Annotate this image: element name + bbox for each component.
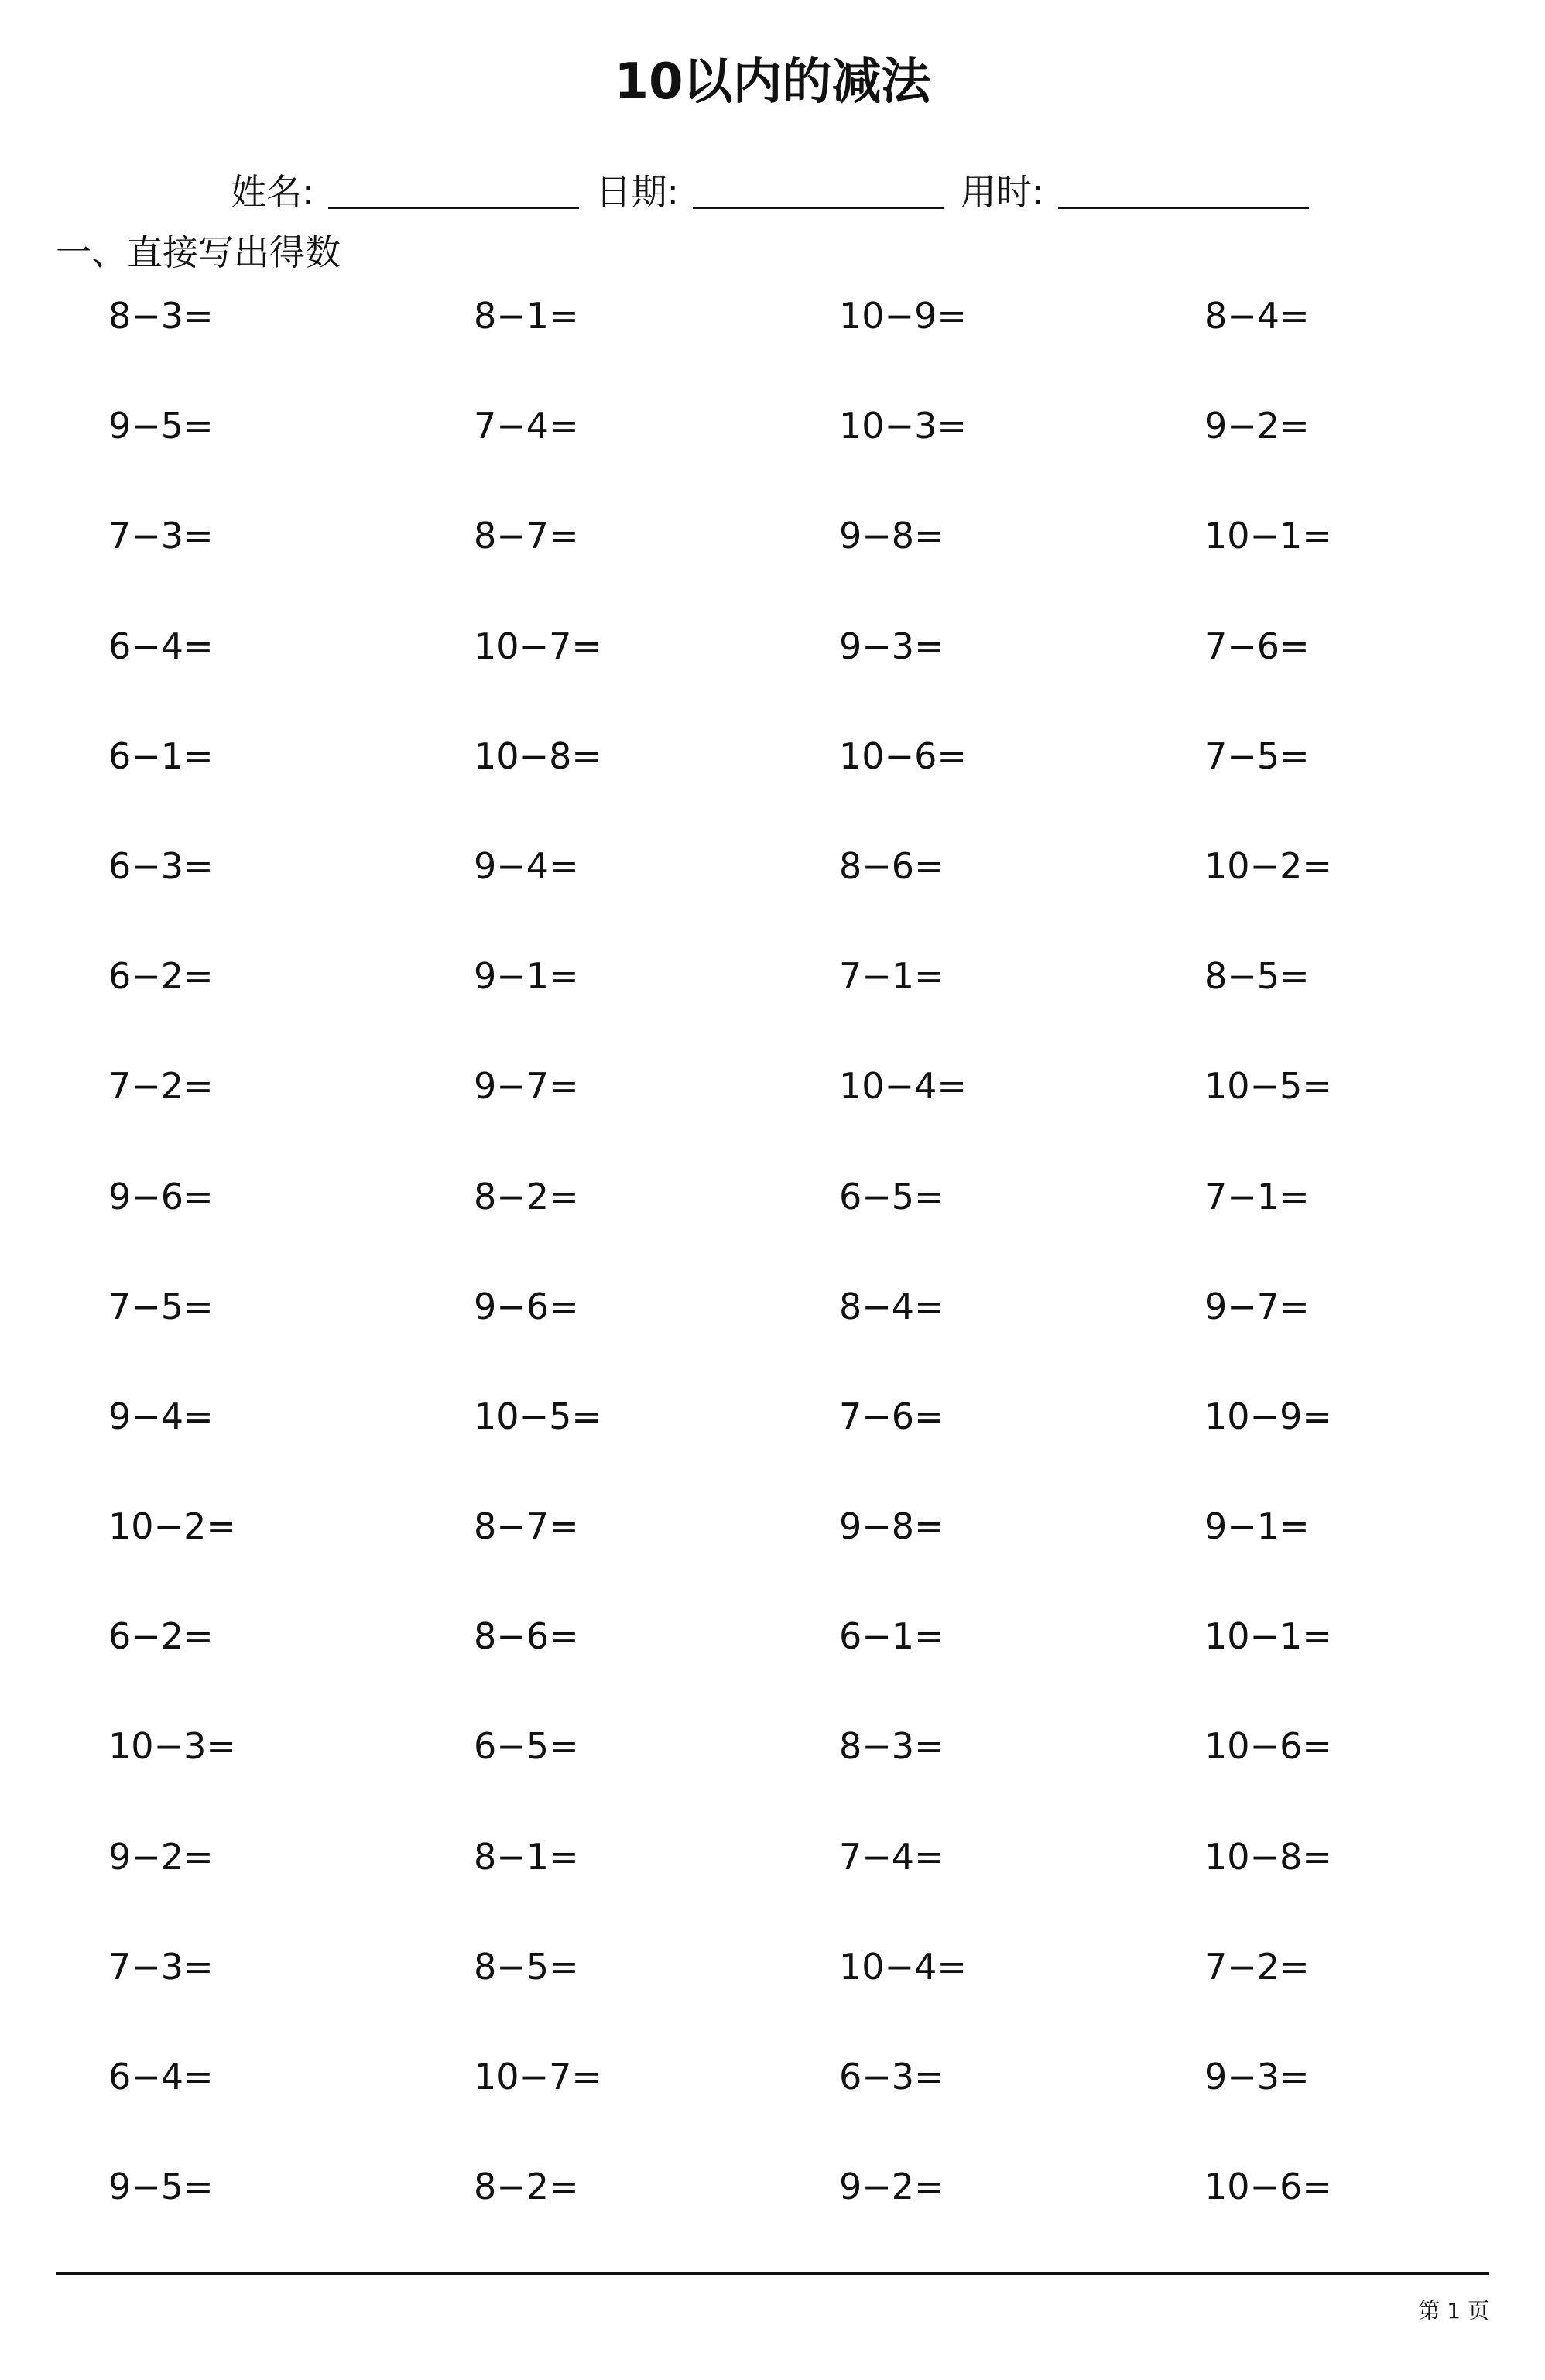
problem-item: 7−4=	[839, 1835, 944, 1878]
problem-item: 6−5=	[839, 1175, 944, 1217]
problem-item: 8−5=	[1204, 955, 1310, 998]
section-title: 一、直接写出得数	[56, 231, 341, 273]
problem-item: 8−3=	[839, 1725, 944, 1768]
problem-item: 10−9=	[839, 295, 967, 337]
problem-item: 6−3=	[108, 844, 214, 887]
problem-item: 9−6=	[474, 1285, 579, 1327]
problem-item: 9−4=	[108, 1395, 214, 1437]
problem-item: 8−1=	[474, 1835, 579, 1878]
problem-item: 10−6=	[1204, 1725, 1332, 1768]
problem-item: 9−2=	[108, 1835, 214, 1878]
problem-item: 9−7=	[474, 1065, 579, 1108]
problem-item: 7−6=	[1204, 625, 1310, 667]
problem-item: 7−2=	[1204, 1945, 1310, 1988]
problem-item: 7−4=	[474, 405, 579, 447]
problem-item: 7−5=	[108, 1285, 214, 1327]
problem-item: 10−2=	[1204, 844, 1332, 887]
problem-item: 8−4=	[839, 1285, 944, 1327]
page-number: 第 1 页	[1418, 2298, 1489, 2323]
problem-item: 7−5=	[1204, 735, 1310, 777]
problem-item: 9−3=	[839, 625, 944, 667]
problem-item: 9−6=	[108, 1175, 214, 1217]
problem-item: 10−7=	[474, 625, 601, 667]
time-label: 用时:	[961, 171, 1044, 213]
name-label: 姓名:	[231, 171, 314, 213]
problem-item: 8−4=	[1204, 295, 1310, 337]
problem-item: 10−1=	[1204, 515, 1332, 557]
name-blank-line[interactable]	[328, 207, 579, 209]
problem-item: 9−1=	[474, 955, 579, 998]
problem-item: 8−7=	[474, 1505, 579, 1548]
problem-item: 6−4=	[108, 2056, 214, 2097]
problem-item: 10−4=	[839, 1945, 967, 1988]
problem-item: 6−2=	[108, 1615, 214, 1658]
problem-item: 8−2=	[474, 1175, 579, 1217]
problem-item: 10−6=	[839, 735, 967, 777]
problem-item: 8−6=	[474, 1615, 579, 1658]
problem-item: 10−9=	[1204, 1395, 1332, 1437]
problems-grid	[108, 294, 1517, 2275]
problem-item: 6−5=	[474, 1725, 579, 1768]
problem-item: 6−2=	[108, 955, 214, 998]
problem-item: 10−8=	[1204, 1835, 1332, 1878]
problem-item: 10−3=	[839, 405, 967, 447]
problem-item: 6−3=	[839, 2056, 944, 2097]
name-field[interactable]	[231, 169, 596, 215]
problem-item: 6−1=	[108, 735, 214, 777]
problem-item: 10−4=	[839, 1065, 967, 1108]
problem-item: 7−3=	[108, 1945, 214, 1988]
problem-item: 8−3=	[108, 295, 214, 337]
footer-divider	[56, 2272, 1489, 2275]
problem-item: 8−1=	[474, 295, 579, 337]
problem-item: 9−2=	[1204, 405, 1310, 447]
problem-item: 9−1=	[1204, 1505, 1310, 1548]
time-field[interactable]	[961, 169, 1326, 215]
problem-item: 9−8=	[839, 515, 944, 557]
problem-item: 8−2=	[474, 2166, 579, 2208]
problem-item: 9−2=	[839, 2166, 944, 2208]
problem-item: 10−7=	[474, 2056, 601, 2097]
problem-item: 10−6=	[1204, 2166, 1332, 2208]
problem-item: 10−2=	[108, 1505, 236, 1548]
problem-item: 6−4=	[108, 625, 214, 667]
date-label: 日期:	[595, 171, 679, 213]
problem-item: 10−1=	[1204, 1615, 1332, 1658]
date-blank-line[interactable]	[693, 207, 944, 209]
problem-item: 9−5=	[108, 405, 214, 447]
problem-item: 10−3=	[108, 1725, 236, 1768]
problem-item: 10−5=	[474, 1395, 601, 1437]
problem-item: 9−3=	[1204, 2056, 1310, 2097]
problem-item: 9−5=	[108, 2166, 214, 2208]
problem-item: 7−6=	[839, 1395, 944, 1437]
problem-item: 8−5=	[474, 1945, 579, 1988]
problem-item: 9−7=	[1204, 1285, 1310, 1327]
time-blank-line[interactable]	[1058, 207, 1309, 209]
date-field[interactable]	[596, 169, 961, 215]
problem-item: 8−6=	[839, 844, 944, 887]
problem-item: 10−5=	[1204, 1065, 1332, 1108]
problem-item: 6−1=	[839, 1615, 944, 1658]
problem-item: 8−7=	[474, 515, 579, 557]
problem-item: 7−2=	[108, 1065, 214, 1108]
page-title: 10以内的减法	[614, 53, 931, 111]
problem-item: 7−1=	[1204, 1175, 1310, 1217]
problem-item: 7−3=	[108, 515, 214, 557]
problem-item: 7−1=	[839, 955, 944, 998]
problem-item: 10−8=	[474, 735, 601, 777]
problem-item: 9−4=	[474, 844, 579, 887]
student-info-row	[231, 166, 1326, 215]
problem-item: 9−8=	[839, 1505, 944, 1548]
